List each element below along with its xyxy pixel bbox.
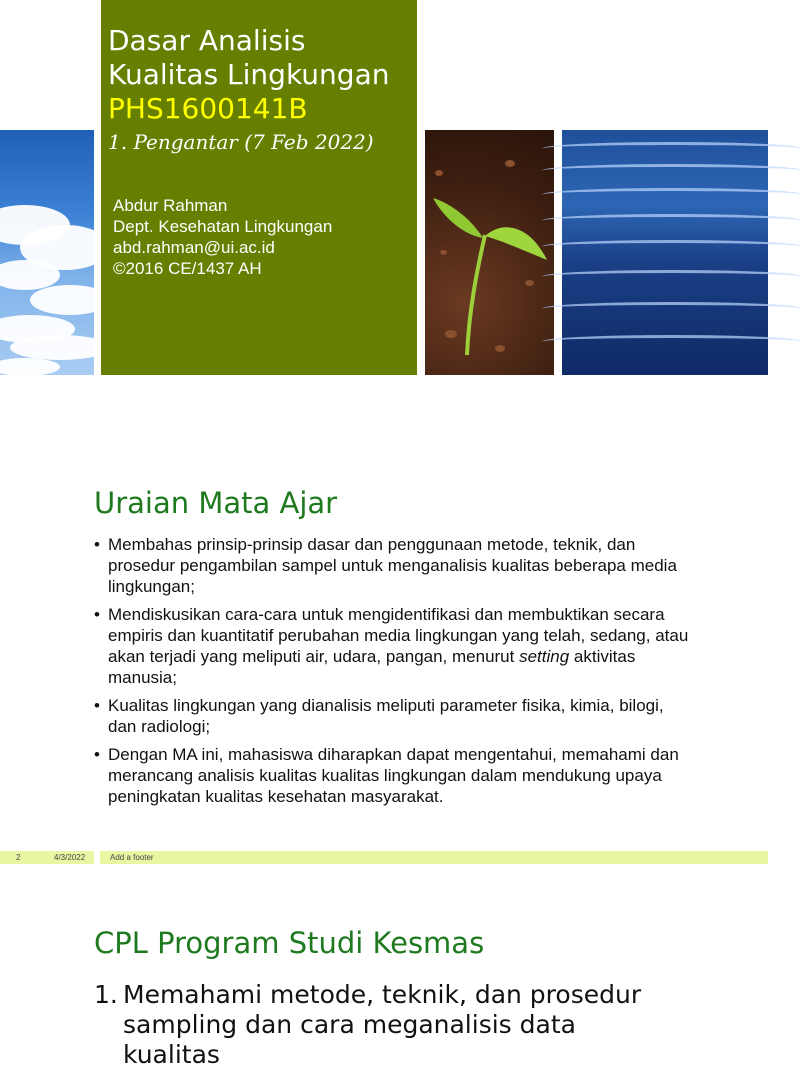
seedling-icon: [425, 130, 554, 375]
list-item: [94, 534, 694, 597]
course-description-slide: [0, 376, 768, 866]
program-outcomes-slide: [0, 866, 768, 1069]
copyright-line: ©2016 CE/1437 AH: [113, 259, 262, 278]
seedling-soil-image: [425, 130, 554, 375]
bullet-text: Kualitas lingkungan yang dianalisis meliputi parameter fisika, kimia, bilogi, dan radiologi;: [108, 696, 664, 736]
course-code: PHS1600141B: [108, 92, 308, 125]
list-item: Memahami metode, teknik, dan prosedur sampling dan cara meganalisis data kualitas: [123, 980, 642, 1069]
author-email: abd.rahman@ui.ac.id: [113, 238, 275, 257]
title-panel: [101, 0, 417, 375]
list-item: [94, 695, 694, 737]
bullet-text: Dengan MA ini, mahasiswa diharapkan dapat mengentahui, memahami dan merancang analisis kualitas kualitas lingkungan dalam mendukung upaya peningkatan kualitas kesehatan masyarakat.: [108, 745, 679, 806]
author-department: Dept. Kesehatan Lingkungan: [113, 217, 333, 236]
presentation-title-line-2: Kualitas Lingkungan: [108, 58, 390, 91]
bullet-text: Membahas prinsip-prinsip dasar dan penggunaan metode, teknik, dan prosedur pengambilan sampel untuk menganalisis kualitas beberapa media lingkungan;: [108, 535, 677, 596]
footer-date: 4/3/2022: [54, 853, 86, 862]
bullet-emphasis: setting: [519, 647, 570, 666]
list-item: [94, 744, 694, 807]
numbered-list: [94, 980, 674, 1070]
list-item: [94, 604, 694, 688]
author-name: Abdur Rahman: [113, 196, 228, 215]
water-waves-image: [562, 130, 768, 375]
sky-clouds-image: [0, 130, 94, 375]
slide-footer: [0, 851, 768, 864]
title-slide: [0, 0, 768, 376]
lecture-subtitle: 1. Pengantar (7 Feb 2022): [108, 130, 374, 154]
slide-number: 2: [16, 853, 21, 862]
bullet-text-end: aktivitas manusia;: [108, 647, 636, 687]
presentation-title-line-1: Dasar Analisis: [108, 24, 306, 57]
bullet-list: [94, 534, 694, 814]
list-number: 1.: [94, 980, 118, 1009]
author-block: [113, 195, 332, 279]
slide-title: CPL Program Studi Kesmas: [94, 926, 485, 960]
slide-title: Uraian Mata Ajar: [94, 486, 338, 520]
bullet-text: Mendiskusikan cara-cara untuk mengidentifikasi dan membuktikan secara empiris dan kuantitatif perubahan media lingkungan yang telah, sedang, atau akan terjadi yang meliputi air, udara, pangan, menurut: [108, 605, 689, 666]
footer-text: Add a footer: [110, 853, 154, 862]
